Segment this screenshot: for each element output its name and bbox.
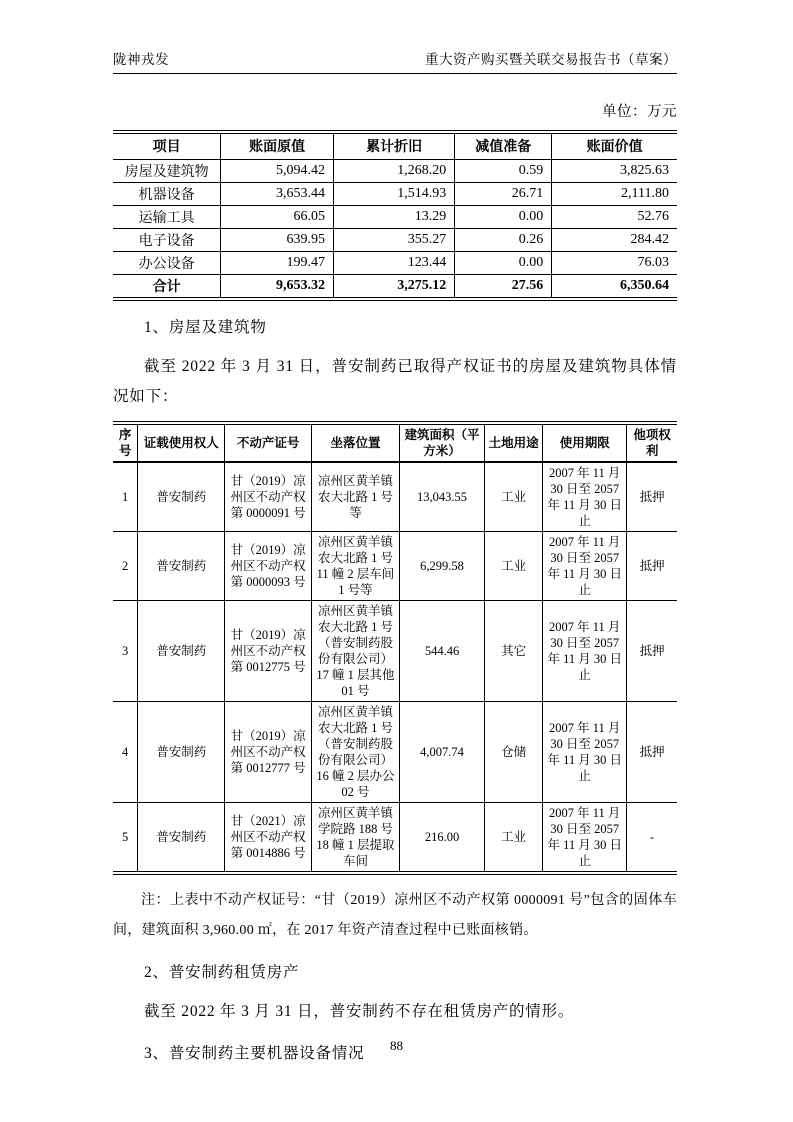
table-header-row: [113, 423, 677, 462]
table-cell: 2007 年 11 月 30 日至 2057 年 11 月 30 日止: [543, 601, 627, 702]
column-header: 账面价值: [552, 132, 677, 159]
table-cell: 普安制药: [138, 532, 225, 601]
table-cell: 216.00: [399, 803, 484, 874]
table-cell: 76.03: [552, 251, 677, 274]
table-cell: 普安制药: [138, 462, 225, 532]
table-cell: 26.71: [455, 182, 552, 205]
table-cell: 0.59: [455, 159, 552, 182]
table-cell: 房屋及建筑物: [113, 159, 221, 182]
table-cell: 9,653.32: [221, 274, 334, 299]
table-cell: 2007 年 11 月 30 日至 2057 年 11 月 30 日止: [543, 702, 627, 803]
column-header: 减值准备: [455, 132, 552, 159]
table-cell: 办公设备: [113, 251, 221, 274]
table-cell: 凉州区黄羊镇农大北路 1 号 11 幢 2 层车间 1 号等: [312, 532, 400, 601]
table-row: [113, 228, 677, 251]
table-cell: 甘（2019）凉州区不动产权第 0000091 号: [225, 462, 312, 532]
section-2-heading: 2、普安制药租赁房产: [144, 964, 300, 981]
page-number: 88: [390, 1038, 403, 1053]
section-3-heading: 3、普安制药主要机器设备情况: [144, 1045, 365, 1062]
table-row: [113, 251, 677, 274]
table-cell: 抵押: [627, 702, 677, 803]
table-cell: 运输工具: [113, 205, 221, 228]
table-cell: 3,275.12: [334, 274, 455, 299]
column-header: 累计折旧: [334, 132, 455, 159]
table-cell: 2007 年 11 月 30 日至 2057 年 11 月 30 日止: [543, 803, 627, 874]
table-cell: 凉州区黄羊镇学院路 188 号 18 幢 1 层提取车间: [312, 803, 400, 874]
table-cell: 544.46: [399, 601, 484, 702]
table-cell: 6,299.58: [399, 532, 484, 601]
table-cell: 2,111.80: [552, 182, 677, 205]
table-cell: 凉州区黄羊镇农大北路 1 号（普安制药股份有限公司）17 幢 1 层其他 01 号: [312, 601, 400, 702]
table-cell: 13.29: [334, 205, 455, 228]
table-cell: 甘（2019）凉州区不动产权第 0012777 号: [225, 702, 312, 803]
table-cell: 2007 年 11 月 30 日至 2057 年 11 月 30 日止: [543, 462, 627, 532]
asset-table-head: [113, 132, 677, 159]
column-header: 证载使用权人: [138, 423, 225, 462]
table-cell: 13,043.55: [399, 462, 484, 532]
table-cell: 甘（2019）凉州区不动产权第 0012775 号: [225, 601, 312, 702]
table-cell: 66.05: [221, 205, 334, 228]
table-header-row: [113, 132, 677, 159]
table-row: [113, 601, 677, 702]
running-header: [113, 48, 677, 74]
table-row: [113, 702, 677, 803]
table-cell: 凉州区黄羊镇农大北路 1 号（普安制药股份有限公司）16 幢 2 层办公 02 号: [312, 702, 400, 803]
section-1-paragraph: 截至 2022 年 3 月 31 日，普安制药已取得产权证书的房屋及建筑物具体情况如下：: [113, 358, 677, 405]
property-table-body: [113, 462, 677, 873]
property-table-head: [113, 423, 677, 462]
column-header: 使用期限: [543, 423, 627, 462]
column-header: 土地用途: [485, 423, 543, 462]
table-cell: 普安制药: [138, 601, 225, 702]
table-cell: 工业: [485, 462, 543, 532]
table-cell: 凉州区黄羊镇农大北路 1 号等: [312, 462, 400, 532]
column-header: 不动产证号: [225, 423, 312, 462]
table-cell: 5,094.42: [221, 159, 334, 182]
table-cell: 合计: [113, 274, 221, 299]
table-cell: 4: [113, 702, 138, 803]
table-cell: 2007 年 11 月 30 日至 2057 年 11 月 30 日止: [543, 532, 627, 601]
table-cell: 抵押: [627, 601, 677, 702]
section-1-heading: 1、房屋及建筑物: [144, 319, 267, 336]
table-row: [113, 159, 677, 182]
table-row: [113, 205, 677, 228]
table-cell: 27.56: [455, 274, 552, 299]
table-row: [113, 803, 677, 874]
table-cell: 工业: [485, 803, 543, 874]
table-cell: 甘（2021）凉州区不动产权第 0014886 号: [225, 803, 312, 874]
table-cell: 3,653.44: [221, 182, 334, 205]
asset-summary-table: [113, 130, 677, 301]
table-cell: 抵押: [627, 532, 677, 601]
table-row: [113, 182, 677, 205]
column-header: 账面原值: [221, 132, 334, 159]
table-cell: 639.95: [221, 228, 334, 251]
table-cell: 工业: [485, 532, 543, 601]
table-cell: 0.00: [455, 251, 552, 274]
header-left-title: 陇神戎发: [113, 52, 169, 67]
table-cell: 其它: [485, 601, 543, 702]
unit-label: 单位：万元: [602, 104, 677, 120]
table-cell: 0.00: [455, 205, 552, 228]
table-cell: 3,825.63: [552, 159, 677, 182]
table-cell: 仓储: [485, 702, 543, 803]
table-cell: -: [627, 803, 677, 874]
table-cell: 199.47: [221, 251, 334, 274]
property-certificate-table: [113, 421, 677, 875]
column-header: 他项权利: [627, 423, 677, 462]
section-2-paragraph: 截至 2022 年 3 月 31 日，普安制药不存在租赁房产的情形。: [144, 1003, 575, 1020]
table-row: [113, 462, 677, 532]
table-row: [113, 532, 677, 601]
column-header: 序号: [113, 423, 138, 462]
table-note: 注：上表中不动产权证号：“甘（2019）凉州区不动产权第 0000091 号”包含的固体车间，建筑面积 3,960.00 ㎡，在 2017 年资产清查过程中已账面核销。: [113, 893, 677, 938]
table-cell: 123.44: [334, 251, 455, 274]
table-cell: 2: [113, 532, 138, 601]
header-right-title: 重大资产购买暨关联交易报告书（草案）: [425, 52, 677, 67]
table-cell: 普安制药: [138, 803, 225, 874]
table-cell: 1: [113, 462, 138, 532]
table-cell: 3: [113, 601, 138, 702]
table-cell: 4,007.74: [399, 702, 484, 803]
table-cell: 5: [113, 803, 138, 874]
table-cell: 1,514.93: [334, 182, 455, 205]
table-cell: 284.42: [552, 228, 677, 251]
asset-table-body: [113, 159, 677, 299]
table-total-row: [113, 274, 677, 299]
table-cell: 电子设备: [113, 228, 221, 251]
table-cell: 普安制药: [138, 702, 225, 803]
table-cell: 52.76: [552, 205, 677, 228]
table-cell: 355.27: [334, 228, 455, 251]
column-header: 建筑面积（平方米）: [399, 423, 484, 462]
table-cell: 6,350.64: [552, 274, 677, 299]
table-cell: 0.26: [455, 228, 552, 251]
table-cell: 机器设备: [113, 182, 221, 205]
column-header: 坐落位置: [312, 423, 400, 462]
column-header: 项目: [113, 132, 221, 159]
table-cell: 甘（2019）凉州区不动产权第 0000093 号: [225, 532, 312, 601]
table-cell: 抵押: [627, 462, 677, 532]
table-cell: 1,268.20: [334, 159, 455, 182]
